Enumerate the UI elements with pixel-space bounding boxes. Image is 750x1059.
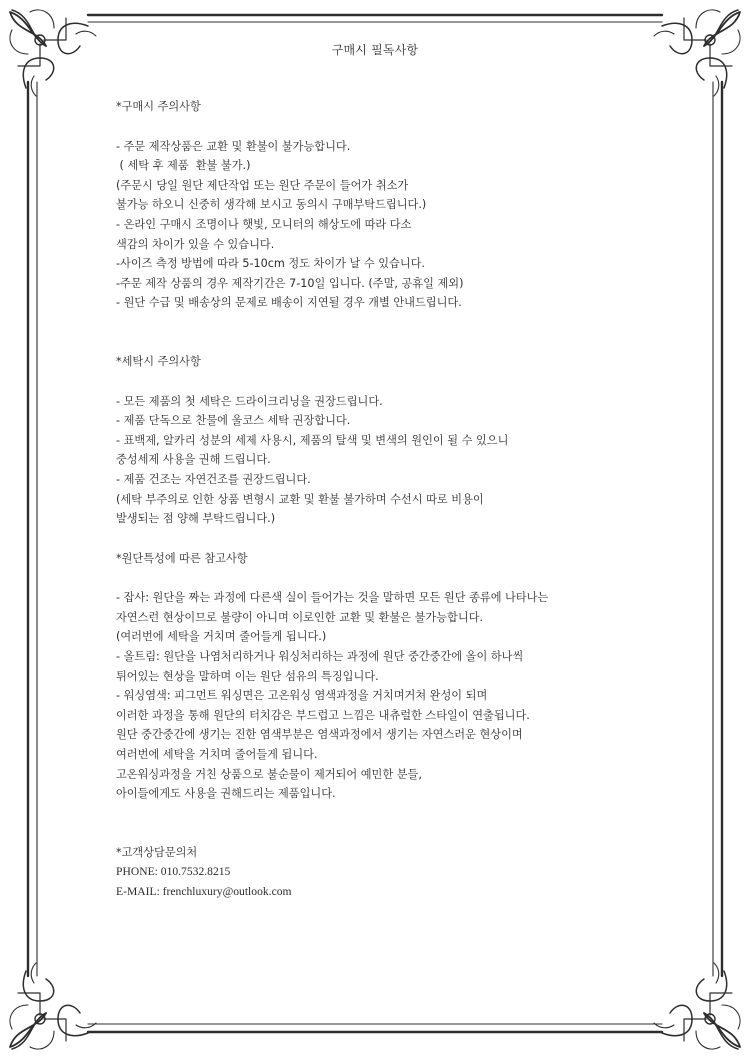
- notice-line: (여러번에 세탁을 거치며 줄어들게 됩니다.): [116, 630, 327, 644]
- notice-line: - 주문 제작상품은 교환 및 환불이 불가능합니다.: [116, 139, 351, 153]
- section-heading: *세탁시 주의사항: [116, 354, 201, 368]
- section-fabric-notes: [116, 549, 636, 804]
- notice-line: - 표백제, 알카리 성분의 세제 사용시, 제품의 탈색 및 변색의 원인이 될 수 있으니: [116, 433, 509, 447]
- notice-line: 튀어있는 현상을 말하며 이는 원단 섬유의 특징입니다.: [116, 669, 379, 683]
- notice-line: - 올트림: 원단을 나염처리하거나 워싱처리하는 과정에 원단 중간중간에 올이 하나씩: [116, 650, 524, 664]
- notice-body: [116, 97, 636, 902]
- section-heading: *원단특성에 따른 참고사항: [116, 551, 248, 565]
- notice-line: -주문 제작 상품의 경우 제작기간은 7-10일 입니다. (주말, 공휴일 제외): [116, 276, 464, 290]
- notice-line: - 잡사: 원단을 짜는 과정에 다른색 실이 들어가는 것을 말하면 모든 원단 종류에 나타나는: [116, 591, 549, 605]
- notice-line: - 온라인 구매시 조명이나 햇빛, 모니터의 해상도에 따라 다소: [116, 217, 412, 231]
- notice-line: 원단 중간중간에 생기는 진한 염색부분은 염색과정에서 생기는 자연스러운 현상이며: [116, 728, 523, 742]
- page-title: 구매시 필독사항: [331, 43, 419, 57]
- section-heading: *고객상담문의처: [116, 845, 198, 859]
- section-heading: *구매시 주의사항: [116, 100, 201, 113]
- corner-ornament-bottom-right: [654, 963, 740, 1049]
- notice-line: (세탁 부주의로 인한 상품 변형시 교환 및 환불 불가하며 수선시 따로 비용이: [116, 492, 484, 506]
- notice-line: 자연스런 현상이므로 불량이 아니며 이로인한 교환 및 환불은 불가능합니다.: [116, 610, 484, 624]
- notice-line: 발생되는 점 양해 부탁드립니다.): [116, 512, 276, 526]
- notice-line: -사이즈 측정 방법에 따라 5-10cm 정도 차이가 날 수 있습니다.: [116, 257, 425, 271]
- notice-line: - 제품 단독으로 찬물에 울코스 세탁 권장합니다.: [116, 414, 351, 428]
- notice-line: 중성세제 사용을 권해 드립니다.: [116, 453, 271, 467]
- notice-line: (주문시 당일 원단 제단작업 또는 원단 주문이 들어가 취소가: [116, 178, 409, 192]
- section-purchase-notes: [116, 97, 636, 313]
- notice-line: 아이들에게도 사용을 권해드리는 제품입니다.: [116, 787, 336, 801]
- notice-line: 고온워싱과정을 거친 상품으로 불순물이 제거되어 예민한 분들,: [116, 767, 422, 781]
- notice-line: 불가능 하오니 신중히 생각해 보시고 동의시 구매부탁드립니다.): [116, 198, 427, 212]
- notice-line: - 모든 제품의 첫 세탁은 드라이크리닝을 권장드립니다.: [116, 394, 383, 408]
- notice-line: ( 세탁 후 제품 환불 불가.): [116, 159, 251, 173]
- notice-line: - 워싱염색: 피그먼트 워싱면은 고온워싱 염색과정을 거치며거쳐 완성이 되며: [116, 689, 488, 703]
- notice-line: - 제품 건조는 자연건조를 권장드립니다.: [116, 472, 311, 486]
- section-washing-notes: [116, 352, 636, 529]
- notice-line: 여러번에 세탁을 거치며 줄어들게 됩니다.: [116, 748, 318, 762]
- notice-line: 이러한 과정을 통해 원단의 터치감은 부드럽고 느낌은 내츄럴한 스타일이 연출됩니다.: [116, 708, 530, 722]
- email-address: E-MAIL: frenchluxury@outlook.com: [116, 885, 292, 898]
- section-contact: [116, 843, 636, 902]
- notice-line: 색감의 차이가 있을 수 있습니다.: [116, 237, 275, 251]
- notice-line: - 원단 수급 및 배송상의 문제로 배송이 지연될 경우 개별 안내드립니다.: [116, 296, 462, 310]
- phone-number: PHONE: 010.7532.8215: [116, 865, 231, 879]
- corner-ornament-bottom-left: [10, 963, 96, 1049]
